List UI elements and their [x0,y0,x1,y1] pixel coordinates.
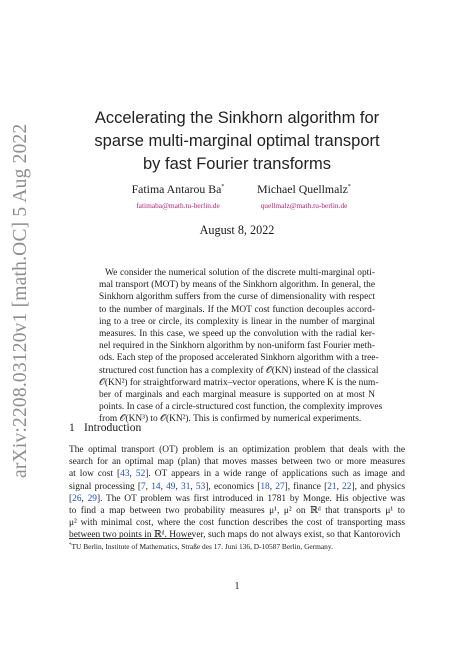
body-text: , [160,481,167,492]
introduction-body [69,444,405,542]
abstract-line: mal transport (MOT) by means of the Sinkhorn algorithm. In general, the [99,280,375,291]
title-line: Accelerating the Sinkhorn algorithm for [94,109,380,127]
citation-link[interactable]: 21 [327,481,337,492]
body-line [69,529,405,541]
abstract-line: Sinkhorn algorithm suffers from the curse of dimensionality with respect [99,292,375,303]
abstract-line: structured cost function has a complexity of 𝒪(KN) instead of the classical [99,365,379,376]
abstract-line: 𝒪(KN²) for straightforward matrix–vector operations, where K is the num- [99,377,379,388]
author-email-link[interactable]: quellmalz@math.tu-berlin.de [260,201,348,210]
abstract-line: ing to a tree or circle, its complexity is linear in the number of marginal [99,316,375,327]
abstract-line: We consider the numerical solution of the discrete multi-marginal opti- [105,268,375,278]
page-number: 1 [234,581,240,592]
body-text: , [269,481,276,492]
citation-link[interactable]: 29 [87,493,97,504]
body-line [69,468,405,480]
body-text: to find a map between two probability measures μ¹, μ² on ℝᵈ that transports μ¹ to [69,506,405,517]
body-text: μ² with minimal cost, where the cost function describes the cost of transporting mass [69,518,405,529]
paper-date: August 8, 2022 [199,223,275,237]
abstract-line: nel required in the Sinkhorn algorithm by non-uniform fast Fourier meth- [99,341,375,352]
body-text: at low cost [ [69,469,121,480]
author-name: Michael Quellmalz* [257,182,351,196]
body-line [69,517,405,529]
body-text: ], finance [ [284,481,328,492]
body-text: , [175,481,182,492]
abstract-line: from 𝒪(KN³) to 𝒪(KN²). This is confirmed by numerical experiments. [99,414,362,425]
citation-link[interactable]: 18 [260,481,270,492]
body-text: , [190,481,196,492]
footnote [69,542,333,551]
body-line [69,444,405,456]
body-text: ]. The OT problem was first introduced in 1781 by Monge. His objective was [96,493,405,504]
section-title: Introduction [84,421,142,434]
body-text: , [336,481,343,492]
body-line [69,493,405,505]
citation-link[interactable]: 26 [72,493,82,504]
footnote-mark: * [69,543,72,548]
body-line [69,456,405,468]
body-line [69,481,405,493]
paper-title [60,107,414,176]
abstract-line: ods. Each step of the proposed accelerated Sinkhorn algorithm with a tree- [99,353,379,364]
body-text: ]. OT appears in a wide range of applications such as image and [145,469,405,480]
body-text: ], and physics [351,481,405,492]
body-text: [ [69,493,73,504]
body-text: , [81,493,88,504]
body-text: The optimal transport (OT) problem is an optimization problem that deals with the [69,445,405,455]
abstract [99,267,383,426]
author-block [118,182,238,210]
footnote-text: TU Berlin, Institute of Mathematics, Straße des 17. Juni 136, D-10587 Berlin, Germany. [71,542,333,551]
citation-link[interactable]: 43 [120,469,130,480]
citation-link[interactable]: 52 [135,469,146,480]
title-line: sparse multi-marginal optimal transport [94,132,380,150]
body-text: search for an optimal map (plan) that moves masses between two or more measures [69,457,405,468]
citation-link[interactable]: 53 [195,481,206,492]
body-text: , [129,469,136,480]
body-text: signal processing [ [69,481,141,492]
affiliation-mark: * [347,184,351,190]
footnote-rule [69,538,193,539]
citation-link[interactable]: 22 [342,481,352,492]
abstract-line: points. In case of a circle-structured cost function, the complexity improves [99,402,383,413]
author-email-link[interactable]: fatimaba@math.tu-berlin.de [136,201,220,210]
citation-link[interactable]: 27 [275,481,285,492]
author-name: Fatima Antarou Ba* [131,182,225,196]
abstract-line: to the number of marginals. If the MOT cost function decouples accord- [99,304,375,315]
arxiv-watermark: arXiv:2208.03120v1 [math.OC] 5 Aug 2022 [10,123,31,478]
body-line [69,505,405,517]
citation-link[interactable]: 7 [140,481,146,492]
author-block [240,182,368,210]
body-text: between two points in ℝᵈ. However, such maps do not always exist, so that Kantorovich [69,530,401,541]
section-number: 1 [69,421,75,434]
abstract-line: ber of marginals and each marginal measure is supported on at most N [99,390,375,401]
citation-link[interactable]: 31 [181,481,191,492]
title-line: by fast Fourier transforms [143,155,331,173]
body-text: , [145,481,152,492]
section-heading [69,421,141,434]
citation-link[interactable]: 14 [151,481,161,492]
citation-link[interactable]: 49 [166,481,176,492]
abstract-line: measures. In this case, we speed up the convolution with the radial ker- [99,329,375,340]
body-text: ], economics [ [205,481,261,492]
affiliation-mark: * [221,184,225,190]
